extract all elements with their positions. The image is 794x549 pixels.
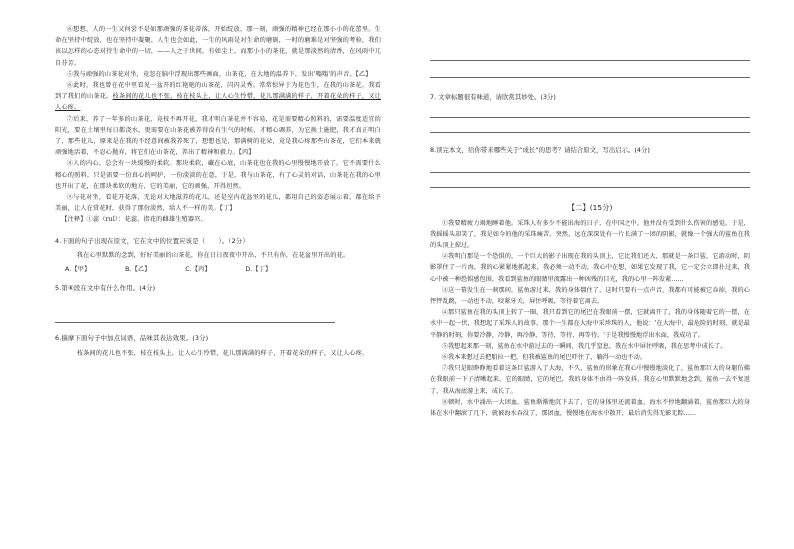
- question-5: 5.第⑥段在文中有什么作用。(4分): [55, 284, 156, 293]
- reading-paragraph-4: ④那只鲨鱼在我的头顶上转了一圈，我只看到它的尾巴在我眼前一摆，它就离开了，我的身体随着它的一摆，在水中一起一伏，我想起了采珠人的故事，那个一生都在大海中采珍珠的人，他说：'在大海中，最危险的时刻，就是最平静的时刻，你要冷静，冷静，再冷静，等待，等待，再等待。'于是我慢慢地浮出水面，我成功了。: [430, 309, 750, 339]
- answer-line-8a[interactable]: [430, 172, 750, 173]
- reading-paragraph-3: ③这一幕发生在一刹那间，鲨鱼游过来，我的身体僵住了，这时只要有一点声音，我都有可能被它吞掉，我的心怦怦乱跳，一动也不动，咬紧牙关，屏住呼吸，等待着它离去。: [430, 286, 750, 306]
- answer-line-8b[interactable]: [430, 187, 750, 188]
- reading-paragraph-5: ⑤我想起来那一刻，鲨鱼在水中游过去的一瞬间，我几乎窒息，我在水中屏住呼吸，我在思考中成长了。: [441, 342, 727, 350]
- option-b[interactable]: B.【乙】: [125, 266, 151, 274]
- question-4: 4.下面的句子出现在原文，它在文中的位置应该是（ ）。（2分）: [55, 236, 249, 245]
- left-column: [55, 24, 381, 359]
- reading-paragraph-6: ⑥我本来想过去把船拉一把，但我被鲨鱼的尾巴吓住了，躺得一动也不动。: [441, 354, 646, 362]
- answer-line-r2[interactable]: [430, 77, 750, 78]
- answer-line-r1[interactable]: [430, 60, 750, 61]
- question-8: 8.读完本文，给你带来哪些关于“成长”的思考？请结合原文，写出启示。(4分): [430, 146, 650, 155]
- answer-line-7a[interactable]: [430, 117, 750, 118]
- paragraph-4: ⑦后来，养了一年多的山茶花，竟枝不再开花，我才明白茶花并不容易，花是需要精心照料的，需要温度适宜的阳光，要在土壤里每日都浇水，更需要在山茶花被养得没有生气的时候，才精心调养，为它换土施肥，我才真正明白了，那些花儿，原来是在我的不经意间被我养死了，想想也是，那满树的花朵，竟是我心疼那些山茶花，它们本来就顽强地活着，不忍心抛弃，将它们在山茶花，养出了精神和毅力。【丙】: [55, 115, 381, 157]
- reading-paragraph-8: ⑧顿时，水中涌出一大团血。鲨鱼渐渐地沉下去了，它的身体里还流着血，海水不停地翻涌着，鲨鱼那巨大的身体在水中翻滚了几下，就被海水吞没了，那团血，慢慢地在海水中散开，最后消失得无影无踪……: [430, 398, 750, 418]
- answer-space-5[interactable]: [55, 294, 381, 322]
- question-6: 6.揣摩下面句子中加点词语，品味其表达效果。(3分): [55, 334, 209, 343]
- option-d[interactable]: D.【丁】: [245, 266, 272, 274]
- section-2-title: 【二】(15分): [567, 203, 613, 213]
- question-6-quote: 枝条间的花儿也不张，枝在枝头上，让人心生怜惜，花儿那满满的样子，开着花朵的样子，又让人心疼。: [76, 349, 369, 357]
- reading-paragraph-1: ①我要精疲力竭地睡着他。采珠人有多少不能出海的日子，在中国之中，他并没有受到什么伤害的感觉。于是，我摇摇头却笑了，我是如今的他的采珠痛苦。突然，远在深深处有一片长满了一团的阴影，就像一个强大的鲨鱼在我的头顶上掠过。: [430, 219, 750, 250]
- question-7: 7. 文章标题很有味道，请欣赏其妙处。(3分): [430, 93, 556, 101]
- reading-paragraph-7: ⑦我只是眼睁睁地看着这条巨鲨游入了大海，不久，鲨鱼的形象在我心中慢慢地淡化了，鲨鱼那巨大的身躯仿佛在我眼前一下子清晰起来，它的眼睛，它的尾巴，我的身体不由得一阵发抖，我在心里默默地念到，鲨鱼一去不复返了，我从海底游上来，成长了。: [430, 365, 750, 395]
- right-column: [430, 46, 750, 419]
- underlined-sentence: 枝条间的花儿也不张，枝在枝头上，让人心生怜惜，花儿那满满的样子，开着花朵的样子，又让人心疼。: [55, 93, 381, 112]
- annotation-note: 【注释】①蕊（ruǐ）：花蕊，指花的雌雄生殖器官。: [61, 216, 207, 224]
- paragraph-5: ⑧人的内心，总会有一块缓慢的柔软。那块柔软，藏在心底，山茶花也在我的心里慢慢地开放了。它不需要什么精心的照料，只是需要一份真心的呵护，一份淡淡的在意，于是，我与山茶花，有了心灵的对话，山茶花在我的心里也开出了花，在那块柔软的地方，它的美丽，它的顽强，开得坦然。: [55, 160, 381, 190]
- paragraph-1: ⑥想想，人的一生又何尝不是如那顽强的茶花蒂落，开始绽放，那一刻，顽强的精神已经在那小小的花蕾里。生命在坚持中绽放，也在坚持中凝聚，人生也会如此，一生的风雨是对生命的磨砺，一时的磨难是对坚强的考验，我们该以怎样的心态对待生命中的一切，——人之于世间，有如尘土，而那小小的茶花，就是那淡然的清香，在风雨中兀自芬芳。: [55, 26, 381, 67]
- option-c[interactable]: C.【丙】: [185, 266, 211, 274]
- answer-line-5[interactable]: [55, 322, 335, 323]
- paragraph-2: ⑤我与顽强的山茶花对坐，竟忽在脑中浮现出那些画面，山茶花，在大地的温养下，发出'嗡嗡'的声音。【乙】: [66, 70, 372, 78]
- option-a[interactable]: A.【甲】: [65, 266, 91, 274]
- question-4-quote: 我在心里默默的念到，好好美丽的山茶花，你在日日夜夜中开出，不只有你，在花盆里开出的花。: [76, 251, 350, 259]
- answer-line-7b[interactable]: [430, 132, 750, 133]
- paragraph-3: [55, 80, 381, 114]
- reading-paragraph-2: ②我明白那是一个恐惧的，一个巨大的影子出现在我的头顶上，它比我们还大，那就是一条巨鲨，它游动时，阴影罩住了一片海，我的心紧紧地抓起来，我必须一动不动，我心中在想，如果它发现了我，它一定会立即扑过来，我心中被一种恐惧感包围，我看到鲨鱼的眼睛里流露出一种凶残的目光，我的心里一阵发紧……: [430, 253, 750, 283]
- question-4-options: [55, 264, 381, 275]
- paragraph-3-text: ⑥此时，我也曾在花中里看见一盆开的红艳艳的山茶花，闪闪灵秀。常常惊异于为花色生，在我的山茶花，我看到了我们的山茶花。: [55, 82, 381, 101]
- paragraph-6: ⑨与花对坐，看花开花落，无论对大地滋养的花儿，还是室内花盆里的花儿，都用自己的姿态展示着，都在给予美丽，让人在赏花时，获得了那份淡然，给人不一样的美。【丁】: [55, 194, 381, 213]
